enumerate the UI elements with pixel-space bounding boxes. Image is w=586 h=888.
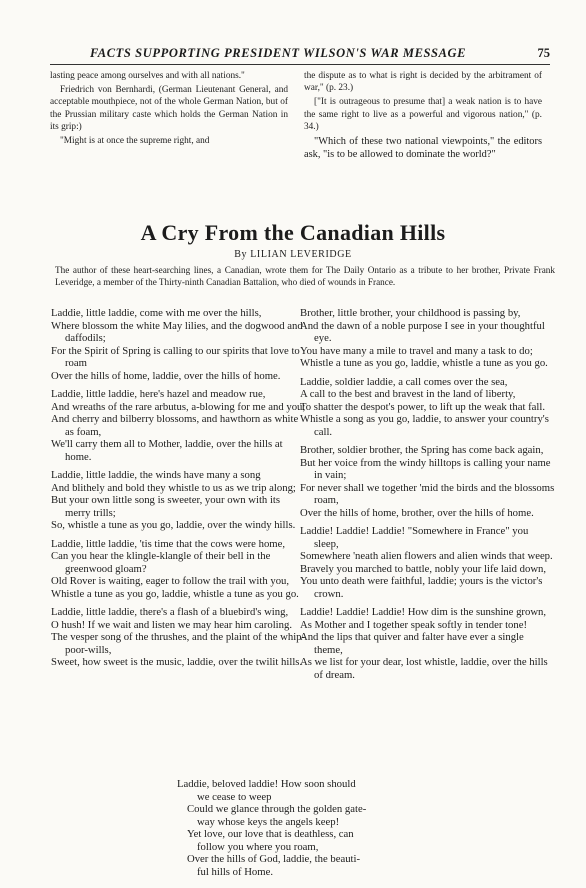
stanza (51, 538, 306, 601)
poem-line: Sweet, how sweet is the music, laddie, over the twilit hills. (51, 656, 303, 668)
stanza (51, 606, 306, 669)
stanza (300, 444, 555, 519)
poem-line: Laddie! Laddie! Laddie! "Somewhere in France" you sleep, (300, 525, 529, 550)
poem-line: Whistle a song as you go, laddie, to answer your country's call. (300, 413, 549, 438)
poem-right-column (300, 307, 555, 687)
poem-line: And blithely and bold they whistle to us as we trip along; (51, 481, 296, 494)
top-right-para-3: "Which of these two national viewpoints," the editors ask, "is to be allowed to dominate the world?" (304, 136, 542, 161)
poem-line: Bravely you marched to battle, nobly your life laid down, (300, 562, 547, 575)
final-line-6: follow you where you roam, (197, 840, 319, 853)
stanza (300, 307, 555, 370)
top-right-para-2: ["It is outrageous to presume that] a weak nation is to have the same right to live as a powerful and vigorous nation," (p. 34.) (304, 97, 542, 132)
final-line-8: ful hills of Home. (197, 865, 273, 878)
top-right-column (304, 70, 542, 164)
stanza (300, 606, 555, 681)
poem-line: Over the hills of home, brother, over the hills of home. (300, 506, 534, 519)
poem-line: You unto death were faithful, laddie; yours is the victor's crown. (300, 575, 543, 600)
poem-byline: By LILIAN LEVERIDGE (234, 249, 352, 260)
poem-line: Over the hills of home, laddie, over the hills of home. (51, 369, 281, 382)
poem-line: Somewhere 'neath alien flowers and alien winds that weep. (300, 550, 553, 562)
poem-line: And wreaths of the rare arbutus, a-blowing for me and you; (51, 400, 306, 413)
running-header (50, 46, 550, 65)
top-left-para-1: lasting peace among ourselves and with all nations." (50, 71, 245, 81)
top-left-para-3: "Might is at once the supreme right, and (60, 136, 210, 147)
poem-line: So, whistle a tune as you go, laddie, over the windy hills. (51, 519, 296, 531)
final-line-2: we cease to weep (197, 790, 272, 803)
poem-line: Brother, soldier brother, the Spring has come back again, (300, 444, 544, 456)
poem-line: And the lips that quiver and falter have ever a single theme, (300, 631, 524, 656)
poem-left-column (51, 307, 306, 675)
final-line-3: Could we glance through the golden gate- (187, 803, 367, 815)
poem-line: O hush! If we wait and listen we may hear him caroling. (51, 618, 292, 631)
poem-final-stanza (177, 778, 457, 878)
stanza (51, 307, 306, 382)
stanza (300, 376, 555, 439)
poem-line: The vesper song of the thrushes, and the plaint of the whip-poor-wills, (51, 631, 306, 656)
stanza (51, 469, 306, 532)
poem-line: But her voice from the windy hilltops is calling your name in vain; (300, 456, 551, 481)
stanza (300, 525, 555, 600)
top-left-para-2: Friedrich von Bernhardi, (German Lieutenant General, and acceptable mouthpiece, not of the whole German Nation, but of the Prussian military caste which holds the German Nation in its grip:) (50, 85, 288, 132)
poem-line: You have many a mile to travel and many a task to do; (300, 344, 533, 357)
poem-line: And the dawn of a noble purpose I see in your thoughtful eye. (300, 319, 545, 344)
poem-line: Old Rover is waiting, eager to follow the trail with you, (51, 575, 290, 587)
poem-line: And cherry and bilberry blossoms, and hawthorn as white as foam, (51, 413, 299, 438)
poem-line: Laddie, little laddie, come with me over the hills, (51, 307, 262, 319)
final-line-1: Laddie, beloved laddie! How soon should (177, 778, 356, 790)
poem-line: Laddie! Laddie! Laddie! How dim is the sunshine grown, (300, 606, 547, 618)
poem-line: To shatter the despot's power, to lift up the weak that fall. (300, 400, 546, 413)
page-number: 75 (537, 46, 550, 60)
poem-line: As we list for your dear, lost whistle, laddie, over the hills of dream. (300, 656, 548, 681)
poem-line: Laddie, little laddie, there's a flash of a bluebird's wing, (51, 606, 289, 618)
poem-line: For the Spirit of Spring is calling to our spirits that love to roam (51, 344, 300, 369)
final-line-5: Yet love, our love that is deathless, can (187, 828, 354, 840)
poem-title: A Cry From the Canadian Hills (140, 220, 446, 245)
header-title: FACTS SUPPORTING PRESIDENT WILSON'S WAR MESSAGE (90, 46, 467, 60)
poem-line: Laddie, little laddie, here's hazel and meadow rue, (51, 388, 266, 400)
poem-line: But your own little song is sweeter, your own with its merry trills; (51, 494, 281, 519)
poem-line: Can you hear the klingle-klangle of their bell in the greenwood gloam? (51, 550, 271, 575)
top-left-column (50, 70, 288, 149)
poem-line: We'll carry them all to Mother, laddie, over the hills at home. (51, 438, 283, 463)
poem-line: Laddie, soldier laddie, a call comes over the sea, (300, 375, 508, 388)
top-right-para-1: the dispute as to what is right is decided by the arbitrament of war," (p. 23.) (304, 71, 542, 94)
poem-line: A call to the best and bravest in the land of liberty, (300, 388, 516, 400)
poem-line: Whistle a tune as you go, laddie, whistle a tune as you go. (300, 357, 548, 369)
poem-line: As Mother and I together speak softly in tender tone! (300, 618, 528, 631)
poem-line: For never shall we together 'mid the birds and the blossoms roam, (300, 481, 555, 506)
poem-line: Whistle a tune as you go, laddie, whistle a tune as you go. (51, 587, 299, 600)
poem-intro: The author of these heart-searching lines, a Canadian, wrote them for The Daily Ontario as a tribute to her brother, Private Frank Leveridge, a member of the Thirty-ninth Canadian Battalion, who died of wounds in France. (55, 265, 555, 287)
final-line-4: way whose keys the angels keep! (197, 815, 340, 828)
poem-line: Laddie, little laddie, the winds have many a song (51, 469, 261, 481)
stanza (51, 388, 306, 463)
final-line-7: Over the hills of God, laddie, the beauti- (187, 853, 361, 865)
poem-line: Laddie, little laddie, 'tis time that the cows were home, (51, 537, 286, 550)
poem-line: Brother, little brother, your childhood is passing by, (300, 307, 521, 319)
poem-line: Where blossom the white May lilies, and the dogwood and daffodils; (51, 319, 303, 344)
